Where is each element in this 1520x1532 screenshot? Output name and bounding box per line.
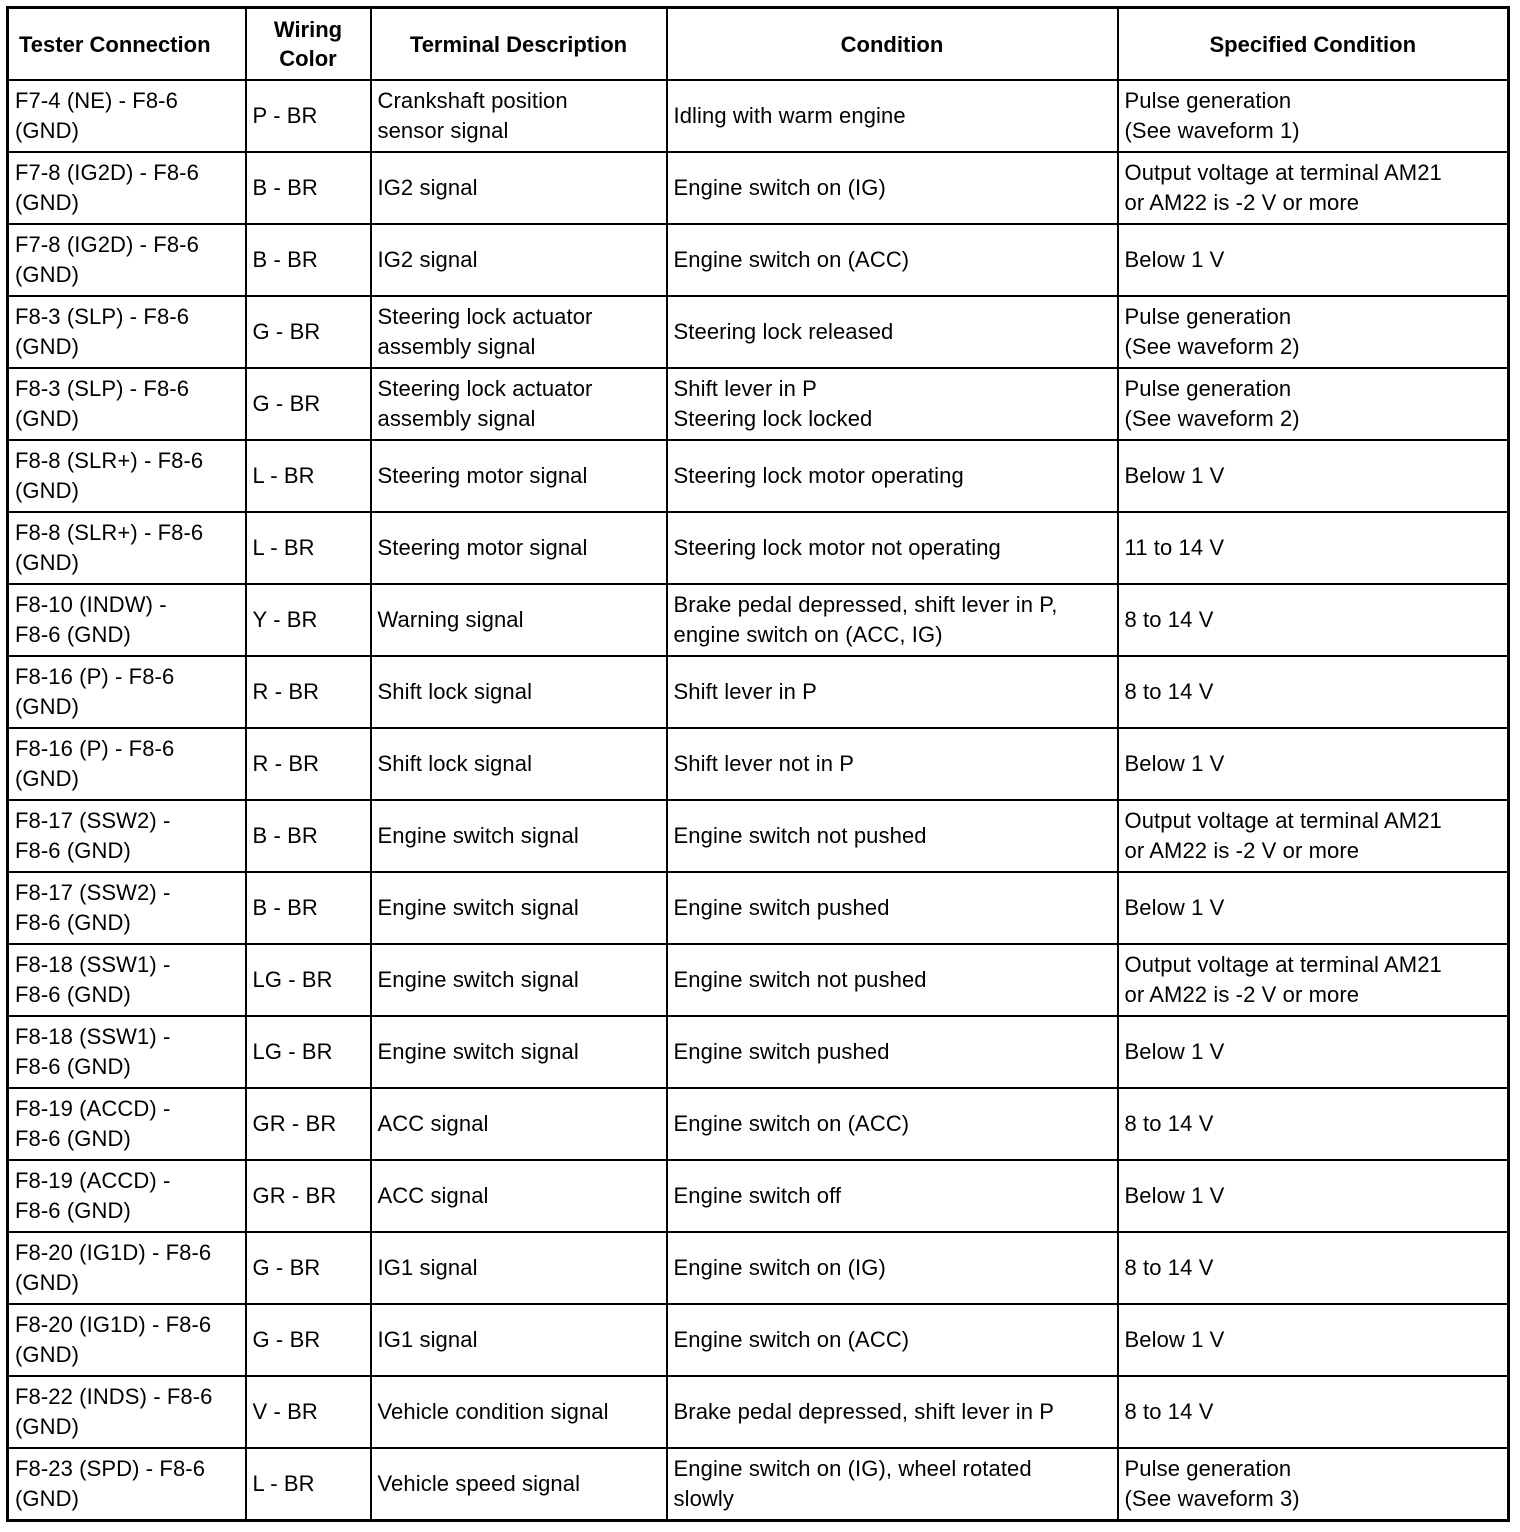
cell-tester-connection: F8-23 (SPD) - F8-6 (GND) <box>8 1448 246 1520</box>
cell-terminal-description: IG2 signal <box>371 224 667 296</box>
cell-tester-connection: F8-17 (SSW2) - F8-6 (GND) <box>8 872 246 944</box>
cell-wiring-color: G - BR <box>246 368 371 440</box>
cell-condition: Engine switch pushed <box>667 1016 1118 1088</box>
table-row <box>8 152 1509 224</box>
cell-tester-connection: F8-16 (P) - F8-6 (GND) <box>8 728 246 800</box>
cell-condition: Engine switch pushed <box>667 872 1118 944</box>
cell-terminal-description: Shift lock signal <box>371 728 667 800</box>
cell-condition: Engine switch on (ACC) <box>667 1304 1118 1376</box>
table-row <box>8 1016 1509 1088</box>
cell-condition: Steering lock motor not operating <box>667 512 1118 584</box>
cell-specified-condition: Output voltage at terminal AM21 or AM22 is -2 V or more <box>1118 800 1509 872</box>
cell-terminal-description: IG1 signal <box>371 1232 667 1304</box>
cell-specified-condition: Below 1 V <box>1118 1160 1509 1232</box>
cell-terminal-description: Steering lock actuator assembly signal <box>371 368 667 440</box>
cell-tester-connection: F8-20 (IG1D) - F8-6 (GND) <box>8 1304 246 1376</box>
cell-wiring-color: GR - BR <box>246 1088 371 1160</box>
cell-terminal-description: Engine switch signal <box>371 872 667 944</box>
cell-terminal-description: Warning signal <box>371 584 667 656</box>
cell-wiring-color: B - BR <box>246 224 371 296</box>
cell-terminal-description: Engine switch signal <box>371 1016 667 1088</box>
cell-tester-connection: F7-8 (IG2D) - F8-6 (GND) <box>8 152 246 224</box>
cell-condition: Shift lever not in P <box>667 728 1118 800</box>
cell-condition: Shift lever in P <box>667 656 1118 728</box>
cell-wiring-color: LG - BR <box>246 1016 371 1088</box>
cell-terminal-description: Steering motor signal <box>371 512 667 584</box>
cell-wiring-color: G - BR <box>246 296 371 368</box>
table-row <box>8 656 1509 728</box>
cell-condition: Brake pedal depressed, shift lever in P, engine switch on (ACC, IG) <box>667 584 1118 656</box>
cell-specified-condition: Below 1 V <box>1118 224 1509 296</box>
cell-terminal-description: ACC signal <box>371 1088 667 1160</box>
cell-tester-connection: F8-18 (SSW1) - F8-6 (GND) <box>8 944 246 1016</box>
terminal-spec-table <box>6 6 1510 1522</box>
cell-wiring-color: L - BR <box>246 512 371 584</box>
cell-wiring-color: G - BR <box>246 1232 371 1304</box>
table-row <box>8 80 1509 152</box>
cell-condition: Steering lock motor operating <box>667 440 1118 512</box>
cell-terminal-description: Steering motor signal <box>371 440 667 512</box>
cell-wiring-color: R - BR <box>246 728 371 800</box>
cell-wiring-color: V - BR <box>246 1376 371 1448</box>
header-specified-condition: Specified Condition <box>1118 8 1509 81</box>
cell-wiring-color: L - BR <box>246 440 371 512</box>
table-row <box>8 224 1509 296</box>
table-row <box>8 368 1509 440</box>
cell-wiring-color: G - BR <box>246 1304 371 1376</box>
table-row <box>8 1304 1509 1376</box>
header-condition: Condition <box>667 8 1118 81</box>
cell-wiring-color: R - BR <box>246 656 371 728</box>
cell-wiring-color: LG - BR <box>246 944 371 1016</box>
cell-tester-connection: F8-3 (SLP) - F8-6 (GND) <box>8 368 246 440</box>
cell-tester-connection: F7-4 (NE) - F8-6 (GND) <box>8 80 246 152</box>
table-body <box>8 80 1509 1520</box>
cell-wiring-color: P - BR <box>246 80 371 152</box>
cell-condition: Engine switch on (ACC) <box>667 1088 1118 1160</box>
cell-specified-condition: Below 1 V <box>1118 872 1509 944</box>
cell-specified-condition: 8 to 14 V <box>1118 1376 1509 1448</box>
cell-condition: Engine switch on (IG), wheel rotated slowly <box>667 1448 1118 1520</box>
cell-tester-connection: F8-22 (INDS) - F8-6 (GND) <box>8 1376 246 1448</box>
cell-terminal-description: Vehicle condition signal <box>371 1376 667 1448</box>
cell-condition: Idling with warm engine <box>667 80 1118 152</box>
cell-tester-connection: F8-8 (SLR+) - F8-6 (GND) <box>8 440 246 512</box>
cell-terminal-description: IG2 signal <box>371 152 667 224</box>
table-row <box>8 1160 1509 1232</box>
header-terminal-description: Terminal Description <box>371 8 667 81</box>
cell-specified-condition: Below 1 V <box>1118 1016 1509 1088</box>
cell-specified-condition: Pulse generation (See waveform 2) <box>1118 296 1509 368</box>
header-row <box>8 8 1509 81</box>
table-row <box>8 1088 1509 1160</box>
cell-specified-condition: Output voltage at terminal AM21 or AM22 is -2 V or more <box>1118 152 1509 224</box>
table-row <box>8 440 1509 512</box>
cell-terminal-description: Crankshaft position sensor signal <box>371 80 667 152</box>
cell-specified-condition: Output voltage at terminal AM21 or AM22 is -2 V or more <box>1118 944 1509 1016</box>
cell-tester-connection: F8-10 (INDW) - F8-6 (GND) <box>8 584 246 656</box>
cell-condition: Engine switch not pushed <box>667 800 1118 872</box>
table-row <box>8 1232 1509 1304</box>
header-wiring-color: Wiring Color <box>246 8 371 81</box>
cell-specified-condition: 8 to 14 V <box>1118 656 1509 728</box>
cell-condition: Engine switch not pushed <box>667 944 1118 1016</box>
cell-condition: Steering lock released <box>667 296 1118 368</box>
cell-wiring-color: B - BR <box>246 800 371 872</box>
cell-terminal-description: Vehicle speed signal <box>371 1448 667 1520</box>
cell-wiring-color: L - BR <box>246 1448 371 1520</box>
table-row <box>8 512 1509 584</box>
cell-specified-condition: 8 to 14 V <box>1118 584 1509 656</box>
cell-terminal-description: Engine switch signal <box>371 800 667 872</box>
cell-tester-connection: F8-20 (IG1D) - F8-6 (GND) <box>8 1232 246 1304</box>
cell-condition: Brake pedal depressed, shift lever in P <box>667 1376 1118 1448</box>
cell-terminal-description: ACC signal <box>371 1160 667 1232</box>
cell-wiring-color: B - BR <box>246 872 371 944</box>
cell-condition: Engine switch on (IG) <box>667 1232 1118 1304</box>
cell-wiring-color: GR - BR <box>246 1160 371 1232</box>
cell-specified-condition: Pulse generation (See waveform 1) <box>1118 80 1509 152</box>
cell-condition: Engine switch on (ACC) <box>667 224 1118 296</box>
cell-specified-condition: 8 to 14 V <box>1118 1232 1509 1304</box>
cell-condition: Engine switch on (IG) <box>667 152 1118 224</box>
table-row <box>8 296 1509 368</box>
table-row <box>8 1376 1509 1448</box>
cell-condition: Engine switch off <box>667 1160 1118 1232</box>
cell-tester-connection: F8-16 (P) - F8-6 (GND) <box>8 656 246 728</box>
cell-tester-connection: F8-19 (ACCD) - F8-6 (GND) <box>8 1160 246 1232</box>
cell-condition: Shift lever in P Steering lock locked <box>667 368 1118 440</box>
cell-specified-condition: Pulse generation (See waveform 2) <box>1118 368 1509 440</box>
cell-tester-connection: F8-3 (SLP) - F8-6 (GND) <box>8 296 246 368</box>
cell-specified-condition: Pulse generation (See waveform 3) <box>1118 1448 1509 1520</box>
table-row <box>8 728 1509 800</box>
cell-terminal-description: Shift lock signal <box>371 656 667 728</box>
table-row <box>8 584 1509 656</box>
cell-specified-condition: 8 to 14 V <box>1118 1088 1509 1160</box>
cell-tester-connection: F8-17 (SSW2) - F8-6 (GND) <box>8 800 246 872</box>
table-row <box>8 800 1509 872</box>
cell-specified-condition: Below 1 V <box>1118 440 1509 512</box>
table-row <box>8 1448 1509 1520</box>
cell-terminal-description: Steering lock actuator assembly signal <box>371 296 667 368</box>
cell-tester-connection: F7-8 (IG2D) - F8-6 (GND) <box>8 224 246 296</box>
cell-specified-condition: Below 1 V <box>1118 1304 1509 1376</box>
cell-specified-condition: Below 1 V <box>1118 728 1509 800</box>
table-row <box>8 872 1509 944</box>
cell-tester-connection: F8-19 (ACCD) - F8-6 (GND) <box>8 1088 246 1160</box>
cell-terminal-description: Engine switch signal <box>371 944 667 1016</box>
cell-tester-connection: F8-18 (SSW1) - F8-6 (GND) <box>8 1016 246 1088</box>
cell-tester-connection: F8-8 (SLR+) - F8-6 (GND) <box>8 512 246 584</box>
cell-terminal-description: IG1 signal <box>371 1304 667 1376</box>
cell-wiring-color: Y - BR <box>246 584 371 656</box>
cell-wiring-color: B - BR <box>246 152 371 224</box>
header-tester-connection: Tester Connection <box>8 8 246 81</box>
table-row <box>8 944 1509 1016</box>
cell-specified-condition: 11 to 14 V <box>1118 512 1509 584</box>
